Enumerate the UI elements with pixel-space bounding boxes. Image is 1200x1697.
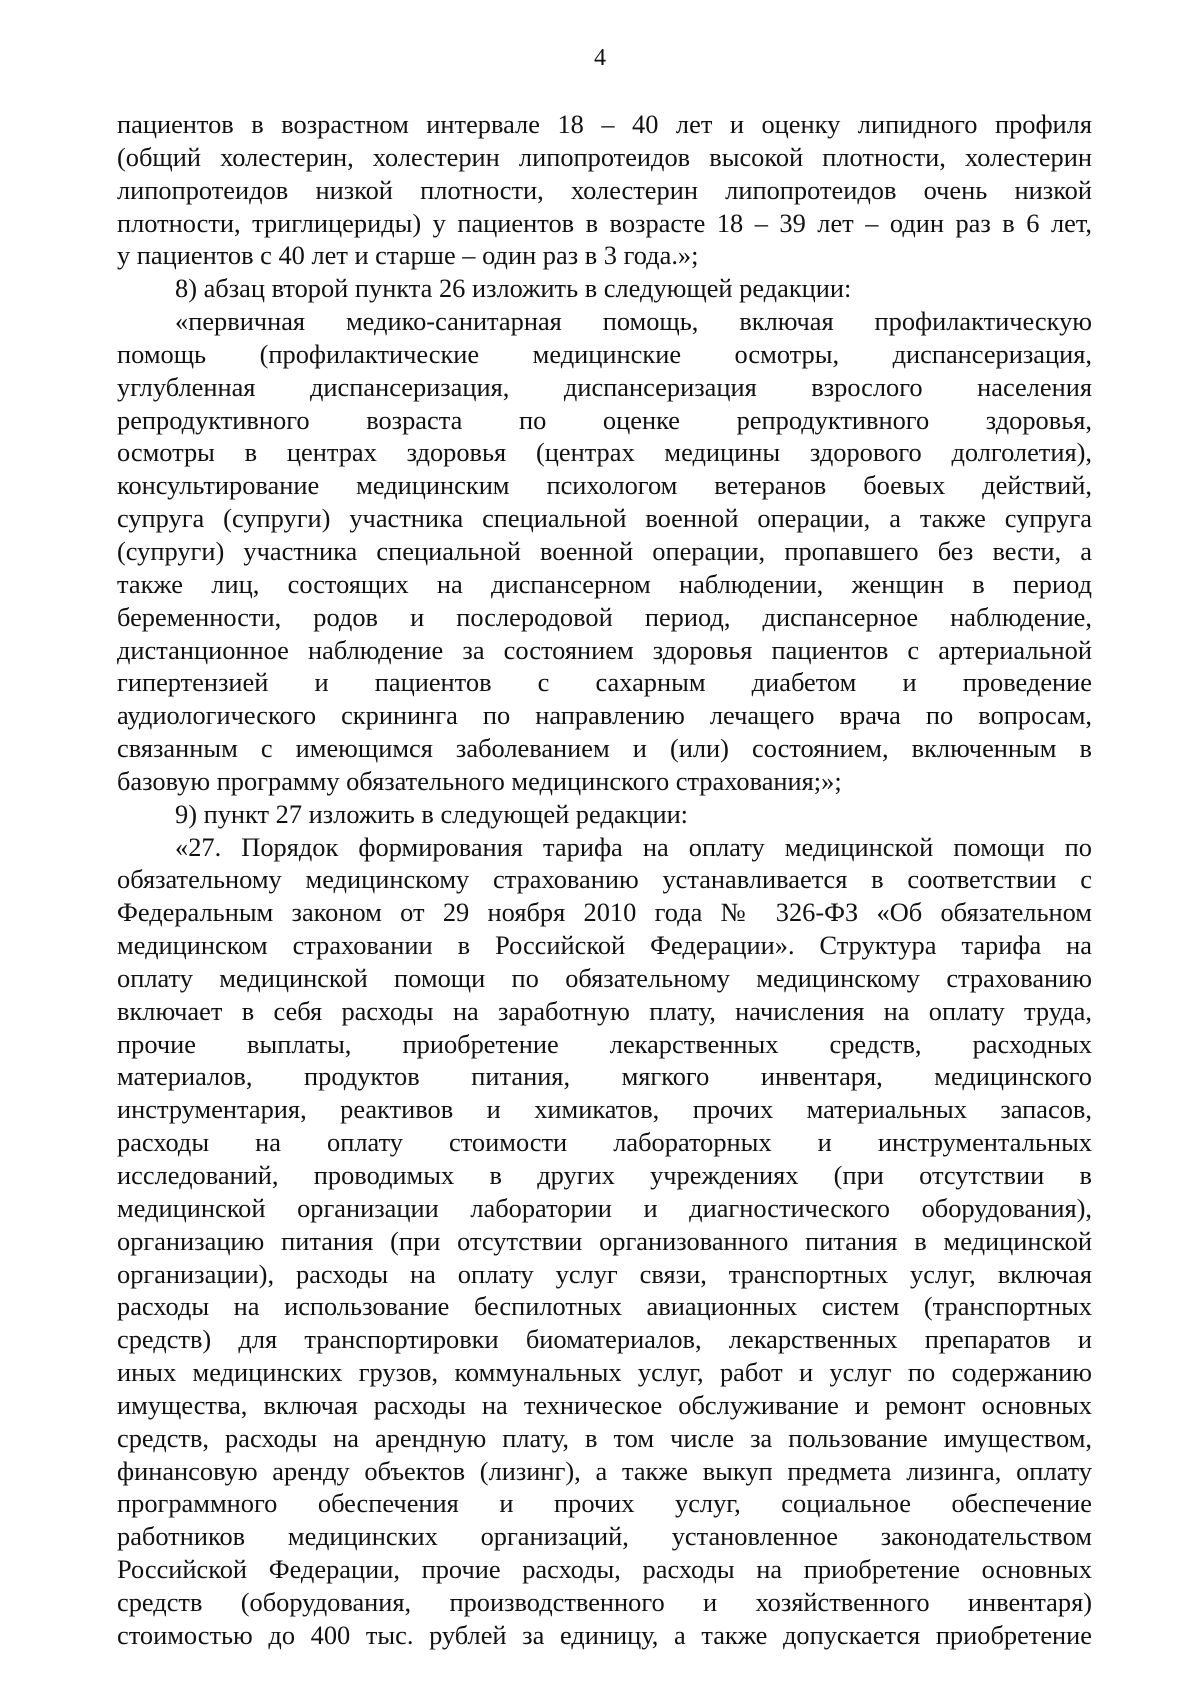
text-line: 9) пункт 27 изложить в следующей редакции: — [175, 798, 689, 829]
text-line: аудиологического скрининга по направлению лечащего врача по вопросам, — [117, 700, 1092, 731]
text-line: гипертензией и пациентов с сахарным диабетом и проведение — [117, 667, 1092, 698]
text-line: «первичная медико-санитарная помощь, включая профилактическую — [175, 306, 1092, 337]
text-line: «27. Порядок формирования тарифа на оплату медицинской помощи по — [175, 831, 1092, 862]
text-line: Федеральным законом от 29 ноября 2010 года № 326-ФЗ «Об обязательном — [117, 897, 1092, 928]
text-line: медицинской организации лаборатории и диагностического оборудования), — [117, 1192, 1092, 1223]
text-line: программного обеспечения и прочих услуг, социальное обеспечение — [117, 1488, 1092, 1519]
text-line: (общий холестерин, холестерин липопротеидов высокой плотности, холестерин — [117, 141, 1092, 172]
document-body — [117, 108, 1092, 1652]
text-line: также лиц, состоящих на диспансерном наблюдении, женщин в период — [117, 568, 1092, 599]
text-line: инструментария, реактивов и химикатов, прочих материальных запасов, — [117, 1094, 1092, 1125]
text-line: исследований, проводимых в других учреждениях (при отсутствии в — [117, 1160, 1092, 1190]
text-line: супруга (супруги) участника специальной военной операции, а также супруга — [117, 503, 1092, 534]
text-line: липопротеидов низкой плотности, холестерин липопротеидов очень низкой — [117, 174, 1092, 205]
text-line: работников медицинских организаций, установленное законодательством — [117, 1521, 1092, 1552]
text-line: финансовую аренду объектов (лизинг), а также выкуп предмета лизинга, оплату — [117, 1455, 1092, 1486]
text-line: стоимостью до 400 тыс. рублей за единицу, а также допускается приобретение — [117, 1619, 1092, 1650]
text-line: расходы на использование беспилотных авиационных систем (транспортных — [117, 1291, 1092, 1322]
text-line: углубленная диспансеризация, диспансеризация взрослого населения — [117, 371, 1092, 402]
text-line: обязательному медицинскому страхованию устанавливается в соответствии с — [117, 864, 1092, 895]
text-line: 8) абзац второй пункта 26 изложить в следующей редакции: — [175, 273, 852, 304]
text-line: средств) для транспортировки биоматериалов, лекарственных препаратов и — [117, 1324, 1092, 1355]
text-line: расходы на оплату стоимости лабораторных и инструментальных — [117, 1127, 1092, 1158]
text-line: иных медицинских грузов, коммунальных услуг, работ и услуг по содержанию — [117, 1357, 1092, 1388]
text-line: связанным с имеющимся заболеванием и (или) состоянием, включенным в — [117, 733, 1092, 764]
text-line: (супруги) участника специальной военной операции, пропавшего без вести, а — [117, 535, 1092, 566]
text-line: медицинском страховании в Российской Федерации». Структура тарифа на — [117, 930, 1092, 961]
text-line: прочие выплаты, приобретение лекарственных средств, расходных — [117, 1028, 1092, 1059]
text-line: осмотры в центрах здоровья (центрах медицины здорового долголетия), — [117, 437, 1092, 468]
text-line: консультирование медицинским психологом ветеранов боевых действий, — [117, 470, 1092, 501]
text-line: материалов, продуктов питания, мягкого инвентаря, медицинского — [117, 1061, 1092, 1092]
page-number: 4 — [594, 45, 606, 71]
text-line: пациентов в возрастном интервале 18 – 40 лет и оценку липидного профиля — [117, 109, 1092, 139]
text-line: имущества, включая расходы на техническое обслуживание и ремонт основных — [117, 1389, 1092, 1420]
text-line: дистанционное наблюдение за состоянием здоровья пациентов с артериальной — [117, 634, 1092, 665]
text-line: средств (оборудования, производственного и хозяйственного инвентаря) — [117, 1586, 1092, 1617]
text-line: репродуктивного возраста по оценке репродуктивного здоровья, — [117, 404, 1092, 435]
text-line: плотности, триглицериды) у пациентов в возрасте 18 – 39 лет – один раз в 6 лет, — [117, 207, 1092, 238]
text-line: у пациентов с 40 лет и старше – один раз в 3 года.»; — [117, 240, 699, 271]
text-line: включает в себя расходы на заработную плату, начисления на оплату труда, — [117, 995, 1092, 1026]
text-line: оплату медицинской помощи по обязательному медицинскому страхованию — [117, 962, 1092, 993]
text-line: беременности, родов и послеродовой период, диспансерное наблюдение, — [117, 601, 1092, 632]
text-line: организации), расходы на оплату услуг связи, транспортных услуг, включая — [117, 1258, 1092, 1289]
text-line: организацию питания (при отсутствии организованного питания в медицинской — [117, 1225, 1092, 1256]
text-line: помощь (профилактические медицинские осмотры, диспансеризация, — [117, 338, 1092, 369]
text-line: средств, расходы на арендную плату, в том числе за пользование имуществом, — [117, 1422, 1092, 1453]
text-line: базовую программу обязательного медицинского страхования;»; — [117, 765, 842, 796]
text-line: Российской Федерации, прочие расходы, расходы на приобретение основных — [117, 1554, 1092, 1585]
